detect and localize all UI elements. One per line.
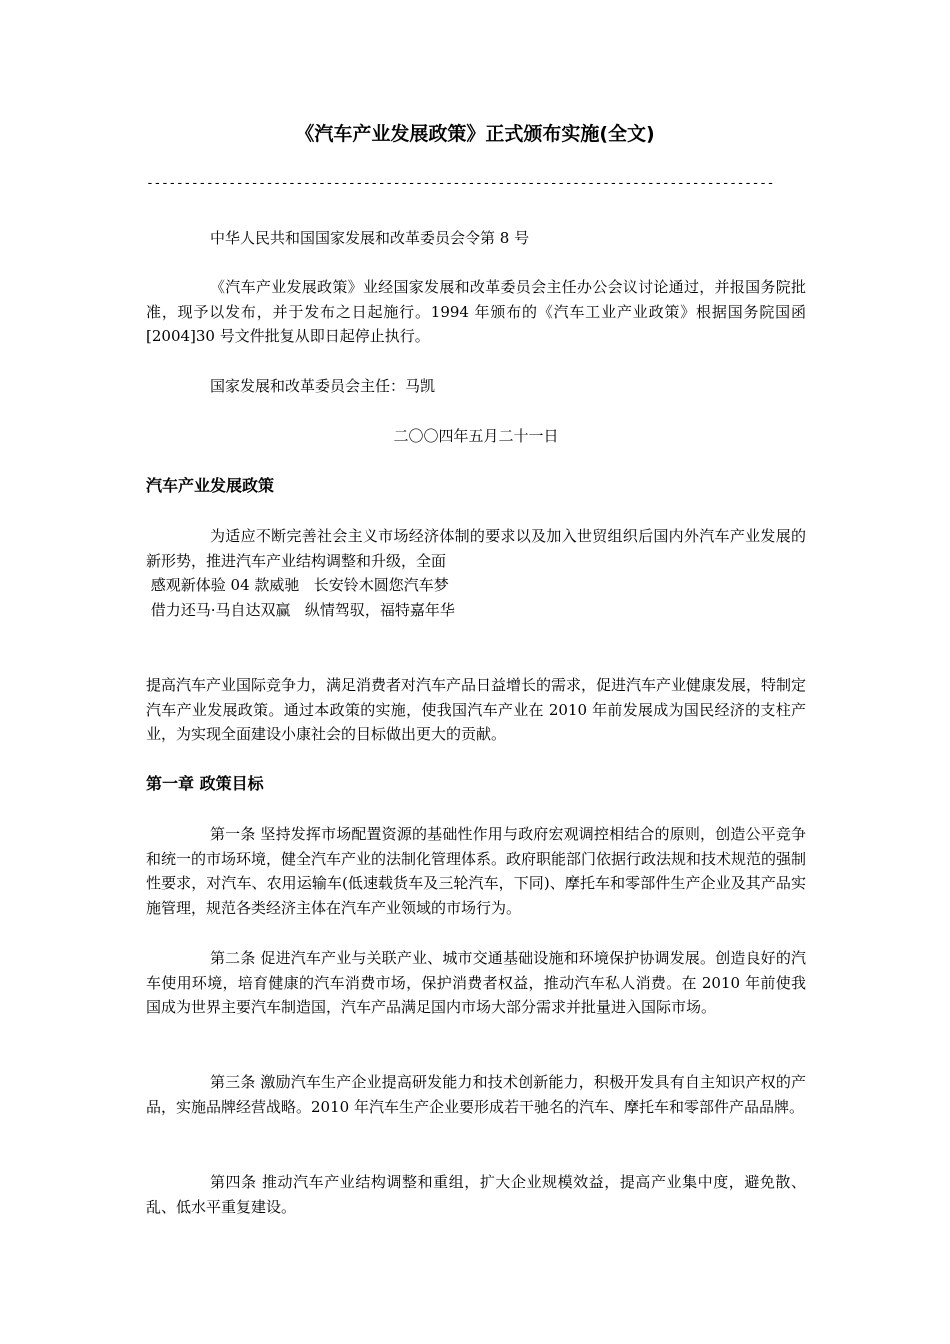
ad-link-2[interactable]: 借力还马·马自达双赢 纵情驾驭，福特嘉年华 <box>146 600 455 619</box>
intro-paragraph: 《汽车产业发展政策》业经国家发展和改革委员会主任办公会议讨论通过，并报国务院批准，现予以发布，并于发布之日起施行。1994 年颁布的《汽车工业产业政策》根据国务院国函[2004]30 号文件批复从即日起停止执行。 <box>146 278 806 345</box>
article-3: 第三条 激励汽车生产企业提高研发能力和技术创新能力，积极开发具有自主知识产权的产品，实施品牌经营战略。2010 年汽车生产企业要形成若干驰名的汽车、摩托车和零部件产品品牌。 <box>146 1073 806 1116</box>
article-2: 第二条 促进汽车产业与关联产业、城市交通基础设施和环境保护协调发展。创造良好的汽车使用环境，培育健康的汽车消费市场，保护消费者权益，推动汽车私人消费。在 2010 年前使我国成为世界主要汽车制造国，汽车产品满足国内市场大部分需求并批量进入国际市场。 <box>146 949 806 1016</box>
chapter1-heading: 第一章 政策目标 <box>146 774 264 793</box>
separator-line: ------------------------------------------------------------------------------------ <box>146 176 775 191</box>
article-4: 第四条 推动汽车产业结构调整和重组，扩大企业规模效益，提高产业集中度，避免散、乱、低水平重复建设。 <box>146 1173 806 1216</box>
preamble-part1: 为适应不断完善社会主义市场经济体制的要求以及加入世贸组织后国内外汽车产业发展的新形势，推进汽车产业结构调整和升级，全面 <box>146 527 806 570</box>
policy-heading: 汽车产业发展政策 <box>146 476 275 495</box>
issue-date: 二〇〇四年五月二十一日 <box>393 427 559 445</box>
decree-number: 中华人民共和国国家发展和改革委员会令第 8 号 <box>210 229 530 247</box>
article-1: 第一条 坚持发挥市场配置资源的基础性作用与政府宏观调控相结合的原则，创造公平竞争和统一的市场环境，健全汽车产业的法制化管理体系。政府职能部门依据行政法规和技术规范的强制性要求，对汽车、农用运输车(低速载货车及三轮汽车，下同)、摩托车和零部件生产企业及其产品实施管理，规范各类经济主体在汽车产业领域的市场行为。 <box>146 825 807 917</box>
signature-line: 国家发展和改革委员会主任：马凯 <box>210 377 436 395</box>
preamble-part2: 提高汽车产业国际竞争力，满足消费者对汽车产品日益增长的需求，促进汽车产业健康发展，特制定汽车产业发展政策。通过本政策的实施，使我国汽车产业在 2010 年前发展成为国民经济的支柱产业，为实现全面建设小康社会的目标做出更大的贡献。 <box>146 676 807 743</box>
document-title: 《汽车产业发展政策》正式颁布实施(全文) <box>295 123 655 145</box>
ad-links <box>146 573 806 622</box>
ad-link-1[interactable]: 感观新体验 04 款威驰 长安铃木圆您汽车梦 <box>146 576 449 594</box>
